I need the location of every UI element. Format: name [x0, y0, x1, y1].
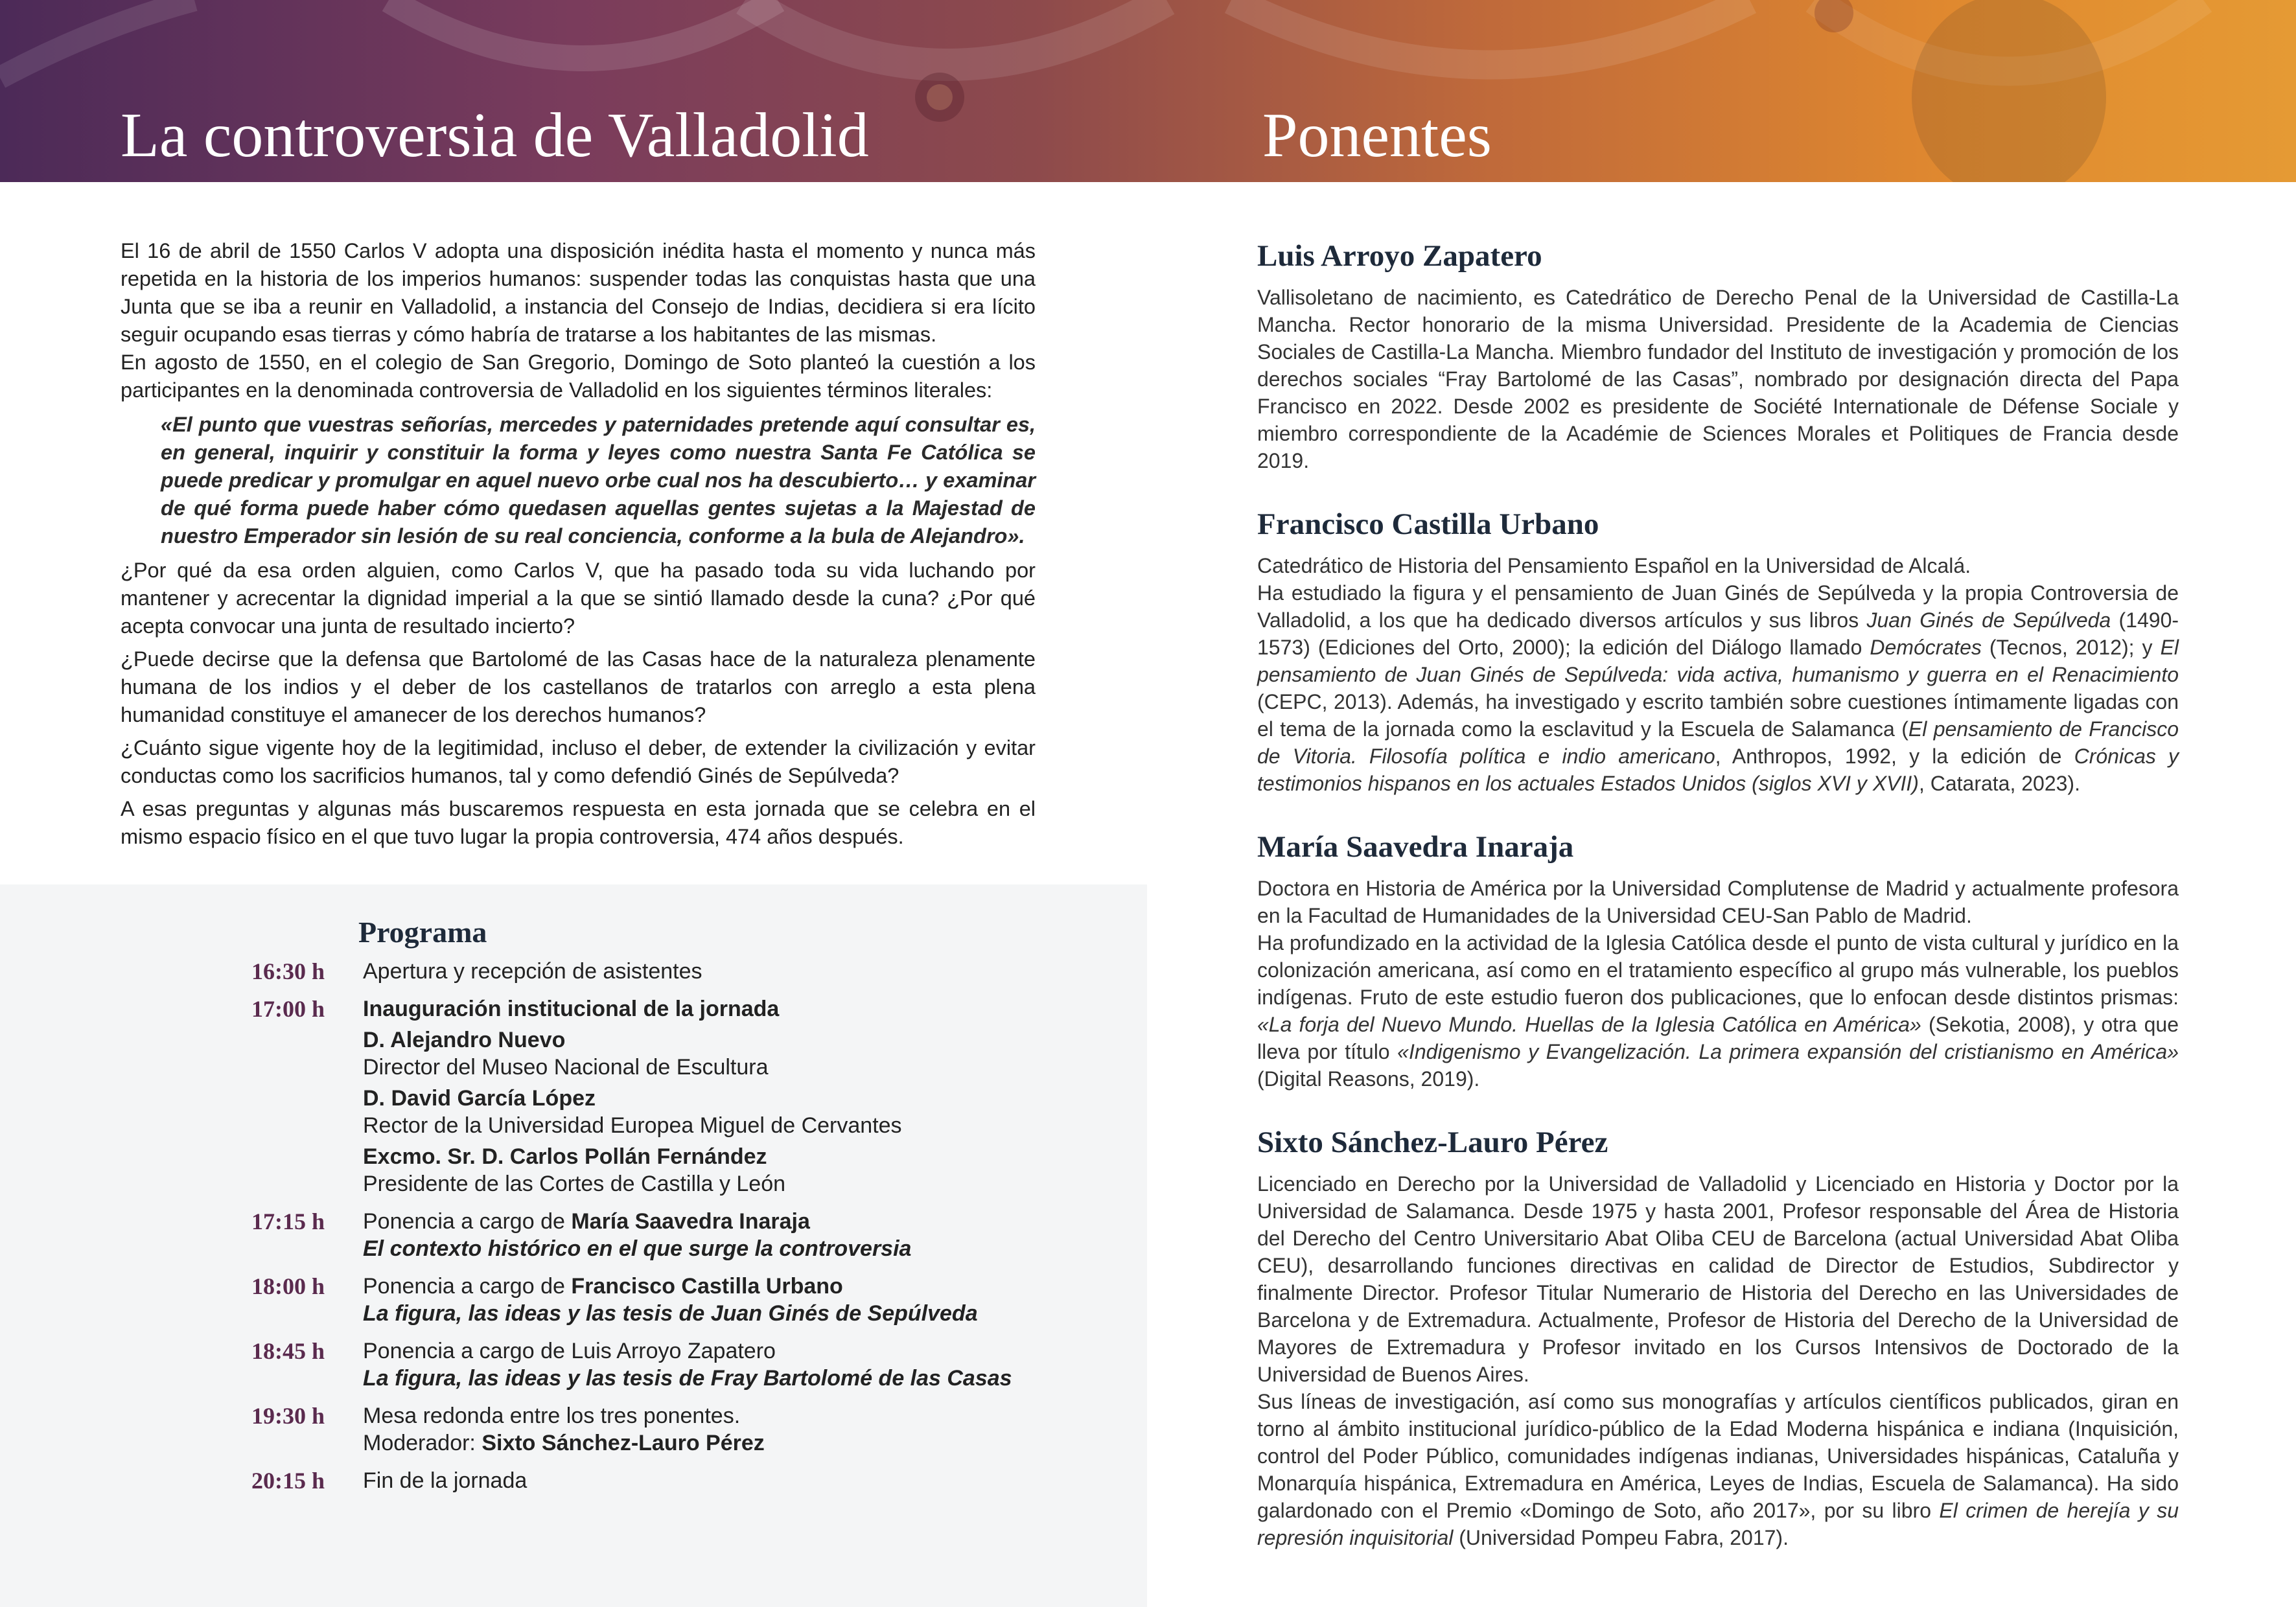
schedule-entry — [363, 995, 1113, 1197]
book-title: Crónicas y testimonios hispanos en los actuales Estados Unidos (siglos XVI y XVII) — [1257, 745, 2179, 795]
schedule-row — [251, 995, 1113, 1197]
schedule-prefix: Ponencia a cargo de — [363, 1209, 572, 1234]
speaker-name: Sixto Sánchez-Lauro Pérez — [1257, 1126, 1608, 1159]
schedule-row — [251, 1402, 1113, 1457]
speaker-bio: Vallisoletano de nacimiento, es Catedrático de Derecho Penal de la Universidad de Castilla-La Mancha. Rector honorario de la misma Universidad. Presidente de la Academia de Ciencias Sociales de Castilla-La Mancha. Miembro fundador del Instituto de investigación y promoción de los derechos sociales “Fray Bartolomé de las Casas”, nombrado por designación directa del Papa Francisco en 2022. Desde 2002 es presidente de Société Internationale de Défense Sociale y miembro correspondiente de la Académie de Sciences Morales et Politiques de Francia desde 2019. — [1257, 286, 2179, 472]
speaker-card — [1257, 505, 2179, 797]
intro-paragraph: El 16 de abril de 1550 Carlos V adopta una disposición inédita hasta el momento y nunca más repetida en la historia de los imperios humanos: suspender todas las conquistas hasta que una Junta que se iba a reunir en Valladolid, a instancia del Consejo de Indias, decidiera si era lícito seguir ocupando esas tierras y cómo habría de tratarse a los habitantes de las mismas. — [121, 239, 1036, 346]
page-title-right: Ponentes — [1262, 100, 1492, 170]
bio-text: , Catarata, 2023). — [1918, 772, 2080, 795]
schedule-text: Fin de la jornada — [363, 1468, 528, 1493]
intro-paragraph: ¿Por qué da esa orden alguien, como Carlos V, que ha pasado toda su vida luchando por mantener y acrecentar la dignidad imperial a la que se sintió llamado desde la cuna? ¿Por qué acepta convocar una junta de resultado incierto? — [121, 559, 1036, 638]
book-title: Demócrates — [1870, 636, 1982, 659]
schedule-text: Mesa redonda entre los tres ponentes. — [363, 1404, 741, 1428]
bio-text: (Tecnos, 2012); y — [1981, 636, 2161, 659]
speaker-bio — [1257, 579, 2179, 797]
book-title: El pensamiento de Francisco de Vitoria. Filosofía política e indio americano — [1257, 717, 2179, 768]
speaker-bio — [1257, 929, 2179, 1093]
schedule-time: 16:30 h — [251, 958, 325, 984]
intro-paragraph: A esas preguntas y algunas más buscaremos respuesta en esta jornada que se celebra en el mismo espacio físico en el que tuvo lugar la propia controversia, 474 años después. — [121, 797, 1036, 848]
schedule-time: 18:00 h — [251, 1273, 325, 1299]
bio-text: (CEPC, 2013). Además, ha investigado y escrito también sobre cuestiones íntimamente ligadas con el tema de la jornada como la esclavitud y la Escuela de Salamanca ( — [1257, 690, 2179, 741]
bio-text: (Sekotia, 2008), y otra que lleva por título — [1257, 1013, 2179, 1063]
guest-role: Presidente de las Cortes de Castilla y León — [363, 1172, 786, 1196]
intro-quote: «El punto que vuestras señorías, mercedes y paternidades pretende aquí consultar es, en general, inquirir y constituir la forma y leyes como nuestra Santa Fe Católica se puede predicar y promulgar en aquel nuevo orbe cual nos ha descubierto… y examinar de qué forma puede haber cómo quedasen aquellas gentes sujetas a la Majestad de nuestro Emperador sin lesión de su real conciencia, conforme a la bula de Alejandro». — [161, 413, 1036, 548]
guest-name: D. Alejandro Nuevo — [363, 1028, 566, 1052]
speaker-card — [1257, 237, 2179, 474]
schedule-entry — [363, 958, 1113, 985]
moderator-prefix: Moderador: — [363, 1431, 482, 1455]
guest-role: Rector de la Universidad Europea Miguel de Cervantes — [363, 1113, 902, 1138]
schedule-text: Apertura y recepción de asistentes — [363, 959, 702, 984]
schedule-subtitle: El contexto histórico en el que surge la controversia — [363, 1236, 912, 1261]
bio-text: Ha profundizado en la actividad de la Iglesia Católica desde el punto de vista cultural y jurídico en la colonización americana, así como en el tratamiento específico al grupo más vulnerable, los pueblos indígenas. Fruto de este estudio fueron dos publicaciones, que lo enfocan desde distintos prismas: — [1257, 931, 2179, 1009]
intro-paragraph: ¿Cuánto sigue vigente hoy de la legitimidad, incluso el deber, de extender la civilización y evitar conductas como los sacrificios humanos, tal y como defendió Ginés de Sepúlveda? — [121, 736, 1036, 787]
speaker-bio: Doctora en Historia de América por la Universidad Complutense de Madrid y actualmente profesora en la Facultad de Humanidades de la Universidad CEU-San Pablo de Madrid. — [1257, 877, 2179, 927]
schedule-entry — [363, 1467, 1113, 1494]
schedule-subtitle: La figura, las ideas y las tesis de Juan Ginés de Sepúlveda — [363, 1301, 978, 1326]
intro-paragraph: En agosto de 1550, en el colegio de San Gregorio, Domingo de Soto planteó la cuestión a los participantes en la denominada controversia de Valladolid en los siguientes términos literales: — [121, 351, 1036, 402]
bio-text: (Universidad Pompeu Fabra, 2017). — [1453, 1526, 1789, 1549]
schedule-time: 17:15 h — [251, 1208, 325, 1234]
intro-text — [121, 237, 1036, 851]
book-title: El pensamiento de Juan Ginés de Sepúlveda: vida activa, humanismo y guerra en el Renacimiento — [1257, 636, 2179, 686]
page-title-left: La controversia de Valladolid — [121, 100, 869, 170]
schedule-text: Inauguración institucional de la jornada — [363, 997, 780, 1021]
schedule-time: 18:45 h — [251, 1338, 325, 1364]
program-title: Programa — [358, 916, 487, 949]
speaker-card — [1257, 828, 2179, 1093]
bio-text: (1490-1573) (Ediciones del Orto, 2000); la edición del Diálogo llamado — [1257, 608, 2179, 659]
speaker-name: Francisco Castilla Urbano — [1257, 507, 1599, 541]
schedule-time: 19:30 h — [251, 1403, 325, 1429]
schedule-subtitle: La figura, las ideas y las tesis de Fray Bartolomé de las Casas — [363, 1366, 1012, 1391]
book-title: El crimen de herejía y su represión inquisitorial — [1257, 1499, 2179, 1549]
book-title: «Indigenismo y Evangelización. La primera expansión del cristianismo en América» — [1397, 1040, 2179, 1063]
header-banner — [0, 0, 2296, 182]
bio-text: Sus líneas de investigación, así como sus monografías y artículos científicos publicados, giran en torno al ámbito institucional jurídico-público de la Edad Moderna hispánica e indiana (Inquisición, control del Poder Público, comunidades indígenas indianas, Universidades hispánicas, Cataluña y Monarquía hispánica, Extremadura en América, Leyes de Indias, Escuela de Salamanca). Ha sido galardonado con el Premio «Domingo de Soto, año 2017», por su libro — [1257, 1390, 2179, 1522]
schedule-time: 17:00 h — [251, 996, 325, 1022]
schedule-row — [251, 1467, 1113, 1494]
book-title: «La forja del Nuevo Mundo. Huellas de la Iglesia Católica en América» — [1257, 1013, 1921, 1036]
bio-text: , Anthropos, 1992, y la edición de — [1715, 745, 2074, 768]
speaker-bio: Licenciado en Derecho por la Universidad de Valladolid y Licenciado en Historia y Doctor por la Universidad de Salamanca. Desde 1975 y hasta 2001, Profesor responsable del Área de Historia del Derecho del Centro Universitario Abat Oliba CEU de Barcelona (actual Universidad Abat Oliba CEU), desarrollando funciones directivas en calidad de Director de Estudios, Subdirector y finalmente Director. Profesor Titular Numerario de Historia del Derecho en las Universidades de Barcelona y de Extremadura. Actualmente, Profesor de Historia del Derecho de la Universidad de Mayores de Extremadura y Profesor invitado en los Cursos Intensivos de Doctorado de la Universidad de Buenos Aires. — [1257, 1172, 2179, 1386]
speaker-bio — [1257, 1388, 2179, 1551]
intro-paragraph: ¿Puede decirse que la defensa que Bartolomé de las Casas hace de la naturaleza plenamente humana de los indios y el deber de los castellanos de tratarlos con arreglo a esta plena humanidad constituye el amanecer de los derechos humanos? — [121, 647, 1036, 726]
schedule-row — [251, 958, 1113, 985]
speakers-list — [1257, 237, 2179, 1582]
moderator-name: Sixto Sánchez-Lauro Pérez — [481, 1431, 765, 1455]
bio-text: Ha estudiado la figura y el pensamiento de Juan Ginés de Sepúlveda y la propia Controversia de Valladolid, a los que ha dedicado diversos artículos y sus libros — [1257, 581, 2179, 632]
guest-name: Excmo. Sr. D. Carlos Pollán Fernández — [363, 1144, 767, 1169]
schedule-row — [251, 1208, 1113, 1262]
schedule-time: 20:15 h — [251, 1468, 325, 1494]
schedule-prefix: Ponencia a cargo de — [363, 1274, 572, 1299]
schedule-entry — [363, 1337, 1113, 1392]
speaker-name: María Saavedra Inaraja — [1257, 830, 1574, 864]
schedule-row — [251, 1273, 1113, 1327]
schedule-entry — [363, 1402, 1113, 1457]
program-schedule — [251, 958, 1113, 1505]
book-title: Juan Ginés de Sepúlveda — [1866, 608, 2111, 632]
schedule-entry — [363, 1273, 1113, 1327]
schedule-speaker: María Saavedra Inaraja — [571, 1209, 810, 1234]
schedule-row — [251, 1337, 1113, 1392]
schedule-entry — [363, 1208, 1113, 1262]
schedule-text: Ponencia a cargo de Luis Arroyo Zapatero — [363, 1339, 776, 1363]
speaker-card — [1257, 1124, 2179, 1551]
schedule-speaker: Francisco Castilla Urbano — [571, 1274, 843, 1299]
bio-text: (Digital Reasons, 2019). — [1257, 1067, 1480, 1091]
guest-name: D. David García López — [363, 1086, 596, 1111]
speaker-bio: Catedrático de Historia del Pensamiento Español en la Universidad de Alcalá. — [1257, 554, 1971, 577]
speaker-name: Luis Arroyo Zapatero — [1257, 239, 1542, 273]
guest-role: Director del Museo Nacional de Escultura — [363, 1055, 769, 1080]
